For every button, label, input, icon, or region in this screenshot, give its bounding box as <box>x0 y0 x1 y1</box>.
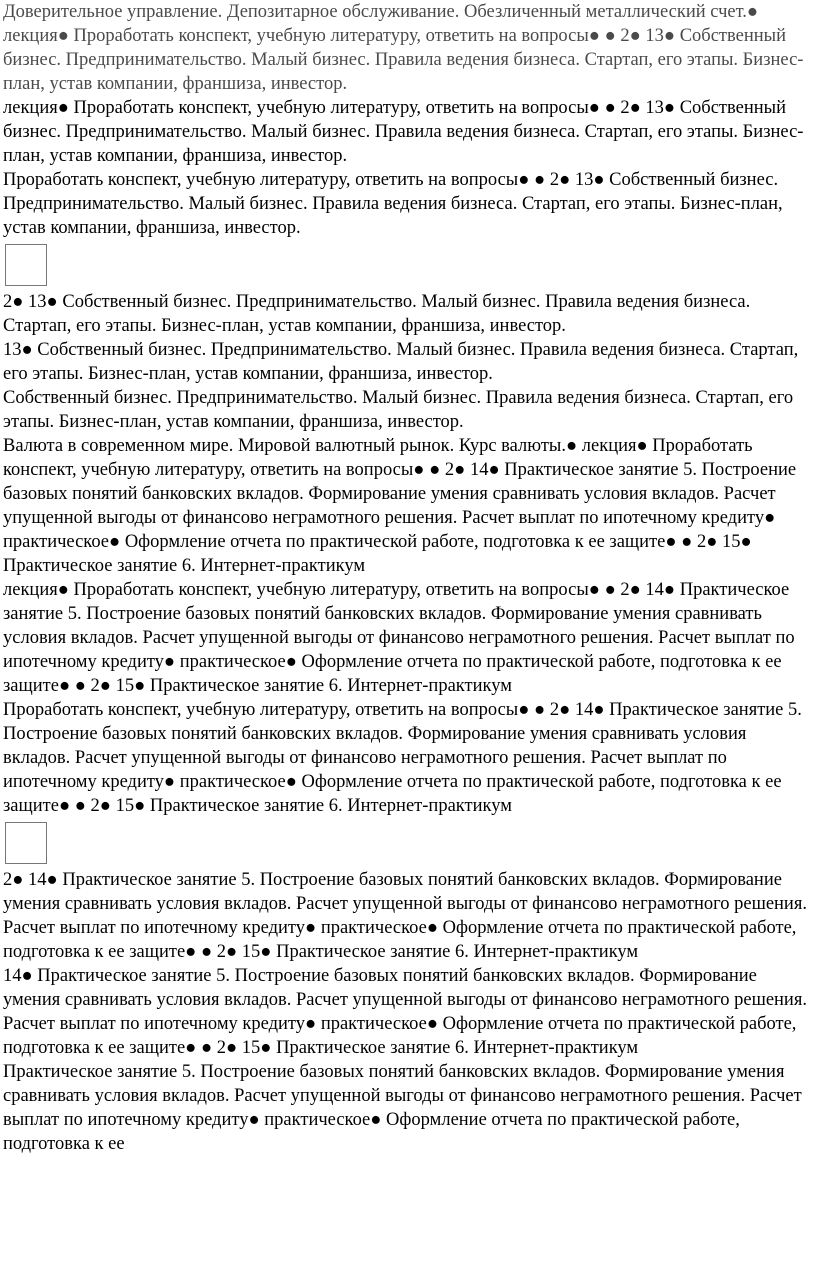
empty-checkbox-box <box>5 822 47 864</box>
paragraph-2: лекция● Проработать конспект, учебную литературу, ответить на вопросы● ● 2● 13● Собственный бизнес. Предпринимательство. Малый бизнес. Правила ведения бизнеса. Стартап, его этапы. Бизнес-план, устав компании, франшиза, инвестор. <box>3 98 804 166</box>
paragraph-9: Проработать конспект, учебную литературу, ответить на вопросы● ● 2● 14● Практическое занятие 5. Построение базовых понятий банковских вкладов. Формирование умения сравнивать условия вкладов. Расчет упущенной выгоды от финансово неграмотного решения. Расчет выплат по ипотечному кредиту● практическое● Оформление отчета по практической работе, подготовка к ее защите● ● 2● 15● Практическое занятие 6. Интернет-практикум <box>3 700 802 816</box>
paragraph-3: Проработать конспект, учебную литературу, ответить на вопросы● ● 2● 13● Собственный бизнес. Предпринимательство. Малый бизнес. Правила ведения бизнеса. Стартап, его этапы. Бизнес-план, устав компании, франшиза, инвестор. <box>3 170 783 238</box>
paragraph-11: 14● Практическое занятие 5. Построение базовых понятий банковских вкладов. Формирование умения сравнивать условия вкладов. Расчет упущенной выгоды от финансово неграмотного решения. Расчет выплат по ипотечному кредиту● практическое● Оформление отчета по практической работе, подготовка к ее защите● ● 2● 15● Практическое занятие 6. Интернет-практикум <box>3 966 807 1058</box>
empty-checkbox-box <box>5 244 47 286</box>
paragraph-12: Практическое занятие 5. Построение базовых понятий банковских вкладов. Формирование умения сравнивать условия вкладов. Расчет упущенной выгоды от финансово неграмотного решения. Расчет выплат по ипотечному кредиту● практическое● Оформление отчета по практической работе, подготовка к ее <box>3 1062 802 1154</box>
paragraph-6: Собственный бизнес. Предпринимательство. Малый бизнес. Правила ведения бизнеса. Стартап, его этапы. Бизнес-план, устав компании, франшиза, инвестор. <box>3 388 794 432</box>
paragraph-4: 2● 13● Собственный бизнес. Предпринимательство. Малый бизнес. Правила ведения бизнеса. Стартап, его этапы. Бизнес-план, устав компании, франшиза, инвестор. <box>3 292 751 336</box>
paragraph-5: 13● Собственный бизнес. Предпринимательство. Малый бизнес. Правила ведения бизнеса. Стартап, его этапы. Бизнес-план, устав компании, франшиза, инвестор. <box>3 340 799 384</box>
paragraph-8: лекция● Проработать конспект, учебную литературу, ответить на вопросы● ● 2● 14● Практическое занятие 5. Построение базовых понятий банковских вкладов. Формирование умения сравнивать условия вкладов. Расчет упущенной выгоды от финансово неграмотного решения. Расчет выплат по ипотечному кредиту● практическое● Оформление отчета по практической работе, подготовка к ее защите● ● 2● 15● Практическое занятие 6. Интернет-практикум <box>3 580 795 696</box>
paragraph-1: Доверительное управление. Депозитарное обслуживание. Обезличенный металлический счет.● лекция● Проработать конспект, учебную литературу, ответить на вопросы● ● 2● 13● Собственный бизнес. Предпринимательство. Малый бизнес. Правила ведения бизнеса. Стартап, его этапы. Бизнес-план, устав компании, франшиза, инвестор. <box>3 2 804 94</box>
paragraph-10: 2● 14● Практическое занятие 5. Построение базовых понятий банковских вкладов. Формирование умения сравнивать условия вкладов. Расчет упущенной выгоды от финансово неграмотного решения. Расчет выплат по ипотечному кредиту● практическое● Оформление отчета по практической работе, подготовка к ее защите● ● 2● 15● Практическое занятие 6. Интернет-практикум <box>3 870 807 962</box>
paragraph-7: Валюта в современном мире. Мировой валютный рынок. Курс валюты.● лекция● Проработать конспект, учебную литературу, ответить на вопросы● ● 2● 14● Практическое занятие 5. Построение базовых понятий банковских вкладов. Формирование умения сравнивать условия вкладов. Расчет упущенной выгоды от финансово неграмотного решения. Расчет выплат по ипотечному кредиту● практическое● Оформление отчета по практической работе, подготовка к ее защите● ● 2● 15● Практическое занятие 6. Интернет-практикум <box>3 436 797 576</box>
